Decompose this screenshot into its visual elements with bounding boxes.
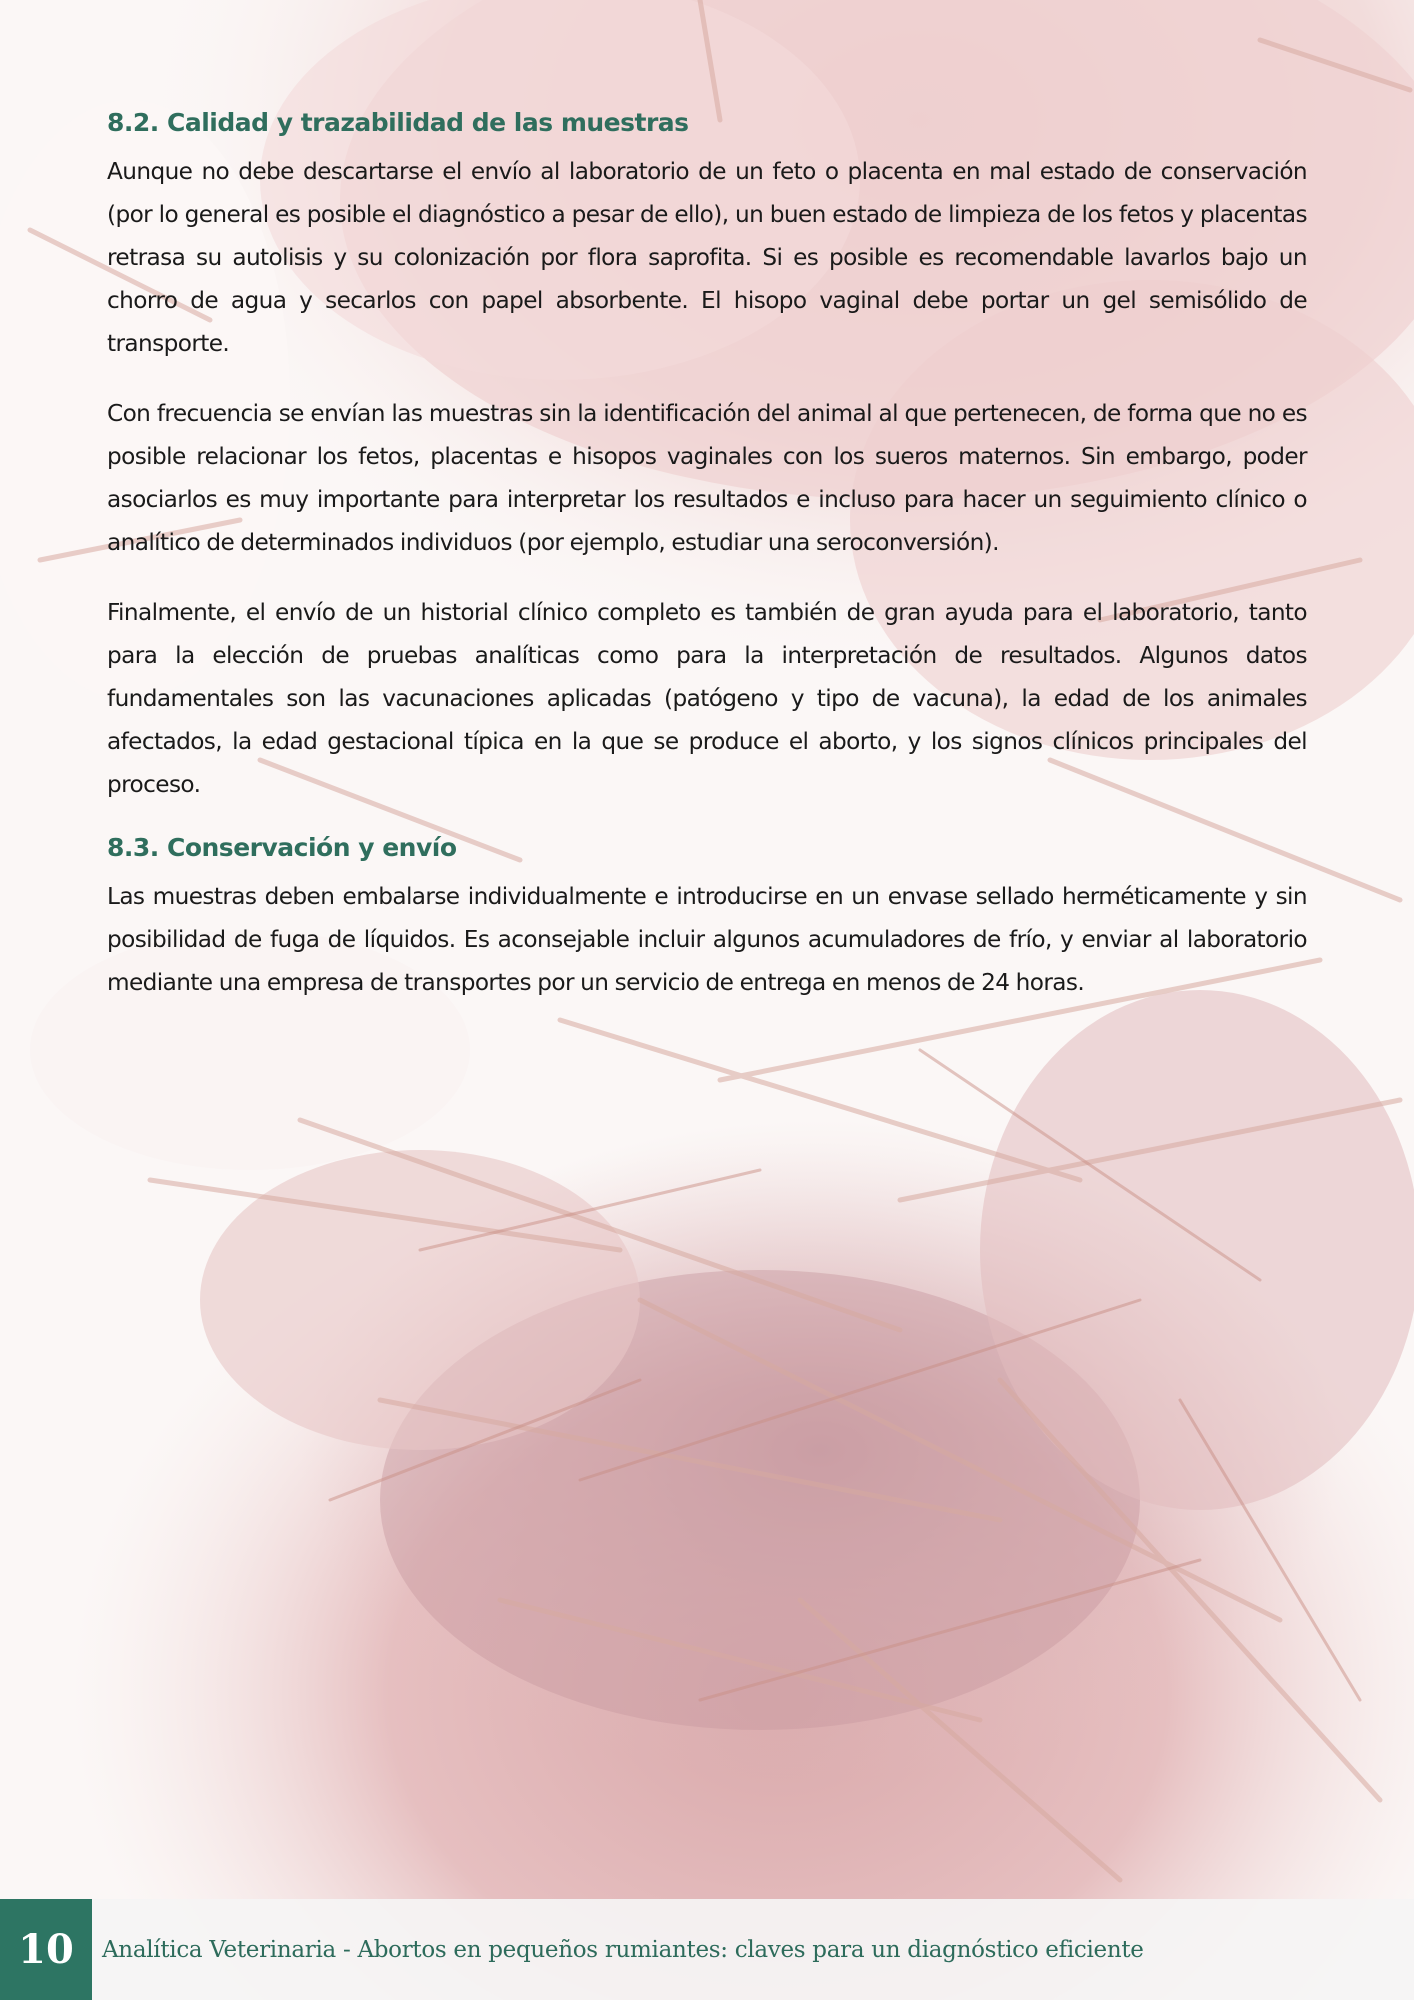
document-body [107,108,1307,1031]
paragraph: Las muestras deben embalarse individualmente e introducirse en un envase sellado herméticamente y sin posibilidad de fuga de líquidos. Es aconsejable incluir algunos acumuladores de frío, y enviar al laboratorio mediante una empresa de transportes por un servicio de entrega en menos de 24 horas. [107,883,1307,996]
page-number: 10 [0,1899,92,2000]
section-heading-8-3: 8.3. Conservación y envío [107,833,457,862]
paragraph: Con frecuencia se envían las muestras sin la identificación del animal al que pertenecen, de forma que no es posible relacionar los fetos, placentas e hisopos vaginales con los sueros maternos. Sin embargo, poder asociarlos es muy importante para interpretar los resultados e incluso para hacer un seguimiento clínico o analítico de determinados individuos (por ejemplo, estudiar una seroconversión). [107,400,1307,556]
footer-publication-title: Analítica Veterinaria - Abortos en pequeños rumiantes: claves para un diagnóstico eficiente [102,1937,1144,1963]
section-heading-8-2: 8.2. Calidad y trazabilidad de las muestras [107,108,689,137]
page-footer [0,1899,1414,2000]
paragraph: Aunque no debe descartarse el envío al laboratorio de un feto o placenta en mal estado de conservación (por lo general es posible el diagnóstico a pesar de ello), un buen estado de limpieza de los fetos y placentas retrasa su autolisis y su colonización por flora saprofita. Si es posible es recomendable lavarlos bajo un chorro de agua y secarlos con papel absorbente. El hisopo vaginal debe portar un gel semisólido de transporte. [107,158,1307,357]
paragraph: Finalmente, el envío de un historial clínico completo es también de gran ayuda para el laboratorio, tanto para la elección de pruebas analíticas como para la interpretación de resultados. Algunos datos fundamentales son las vacunaciones aplicadas (patógeno y tipo de vacuna), la edad de los animales afectados, la edad gestacional típica en la que se produce el aborto, y los signos clínicos principales del proceso. [107,599,1307,798]
